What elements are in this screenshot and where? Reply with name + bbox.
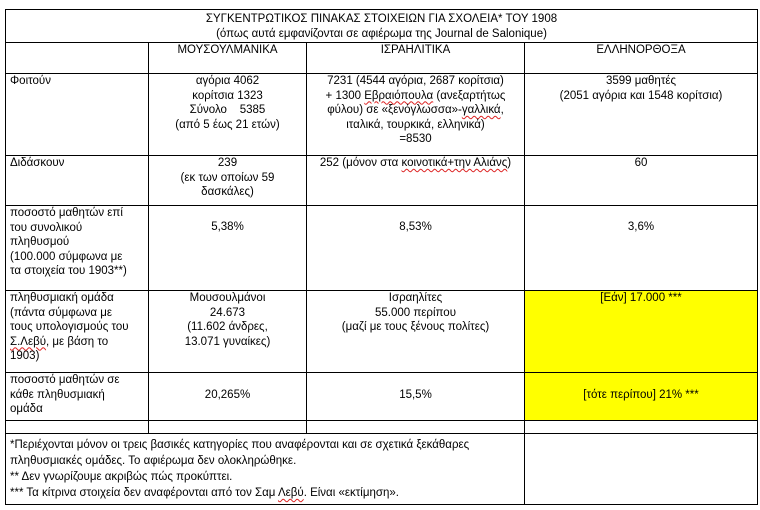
table-title-cell (6, 10, 758, 43)
cell-muslim-teach: 239 (εκ των οποίων 59 δασκάλες) (149, 156, 307, 206)
cell-muslim-ratio-group: 20,265% (149, 373, 307, 421)
cell-muslim-attend: αγόρια 4062 κορίτσια 1323 Σύνολο 5385 (από 5 έως 21 ετών) (149, 74, 307, 156)
cell-muslim-ratio-total: 5,38% (149, 206, 307, 291)
footnote-row (6, 434, 758, 505)
table-row (6, 206, 758, 291)
footnote-2: ** Δεν γνωρίζουμε ακριβώς πώς προκύπτει. (10, 471, 233, 483)
footnote-3: *** Τα κίτρινα στοιχεία δεν αναφέρονται από τον Σαμ Λεβύ. Είναι «εκτίμηση». (10, 487, 399, 499)
cell-greek-attend: 3599 μαθητές (2051 αγόρια και 1548 κορίτσια) (525, 74, 758, 156)
cell-greek-ratio-group: [τότε περίπου] 21% *** (525, 373, 758, 421)
cell-jewish-population: Ισραηλίτες 55.000 περίπου (μαζί με τους ξένους πολίτες) (307, 291, 525, 373)
row-label-teach: Διδάσκουν (6, 156, 149, 206)
title-row (6, 10, 758, 43)
spacer-row (6, 421, 758, 434)
table-row (6, 291, 758, 373)
cell-jewish-teach: 252 (μόνον στα κοινοτικά+την Αλιάνς) (307, 156, 525, 206)
cell-greek-teach: 60 (525, 156, 758, 206)
spacer-cell (6, 421, 149, 434)
table-title: ΣΥΓΚΕΝΤΡΩΤΙΚΟΣ ΠΙΝΑΚΑΣ ΣΤΟΙΧΕΙΩΝ ΓΙΑ ΣΧΟΛΕΙΑ* ΤΟΥ 1908 (205, 13, 558, 25)
row-label-ratio-group: ποσοστό μαθητών σε κάθε πληθυσμιακή ομάδα (6, 373, 149, 421)
row-label-ratio-total: ποσοστό μαθητών επί του συνολικού πληθυσμού (100.000 σύμφωνα με τα στοιχεία του 1903**) (6, 206, 149, 291)
table-subtitle: (όπως αυτά εμφανίζονται σε αφιέρωμα της Journal de Salonique) (216, 27, 547, 40)
table-row (6, 373, 758, 421)
table-row (6, 74, 758, 156)
spacer-cell (149, 421, 307, 434)
cell-muslim-population: Μουσουλμάνοι 24.673 (11.602 άνδρες, 13.071 γυναίκες) (149, 291, 307, 373)
footnote-1: *Περιέχονται μόνον οι τρεις βασικές κατηγορίες που αναφέρονται και σε σχετικά ξεκάθαρες (10, 439, 470, 451)
cell-jewish-ratio-group: 15,5% (307, 373, 525, 421)
spacer-cell (307, 421, 525, 434)
spacer-cell (525, 421, 758, 434)
header-greek: ΕΛΛΗΝΟΡΘΟΞΑ (525, 43, 758, 74)
footnote-empty-cell (525, 434, 758, 505)
schools-summary-table (5, 9, 758, 505)
cell-greek-population: [Εάν] 17.000 *** (525, 291, 758, 373)
footnotes: *Περιέχονται μόνον οι τρεις βασικές κατηγορίες που αναφέρονται και σε σχετικά ξεκάθαρες πληθυσμιακές ομάδες. Το αφιέρωμα δεν ολοκληρώθηκε. ** Δεν γνωρίζουμε ακριβώς πώς προκύπτει. *** Τα κίτρινα στοιχεία δεν αναφέρονται από τον Σαμ Λεβύ. Είναι «εκτίμηση». (6, 434, 525, 505)
row-label-attend: Φοιτούν (6, 74, 149, 156)
cell-jewish-attend: 7231 (4544 αγόρια, 2687 κορίτσια) + 1300 Εβραιόπουλα (ανεξαρτήτως φύλου) σε «ξενόγλωσσα»-γαλλικά, ιταλικά, τουρκικά, ελληνικά) =8530 (307, 74, 525, 156)
cell-greek-ratio-total: 3,6% (525, 206, 758, 291)
table-row (6, 156, 758, 206)
cell-jewish-ratio-total: 8,53% (307, 206, 525, 291)
header-empty (6, 43, 149, 74)
header-muslim: ΜΟΥΣΟΥΛΜΑΝΙΚΑ (149, 43, 307, 74)
header-row (6, 43, 758, 74)
row-label-population: πληθυσμιακή ομάδα (πάντα σύμφωνα με τους υπολογισμούς του Σ.Λεβύ, με βάση το 1903) (6, 291, 149, 373)
header-jewish: ΙΣΡΑΗΛΙΤΙΚΑ (307, 43, 525, 74)
